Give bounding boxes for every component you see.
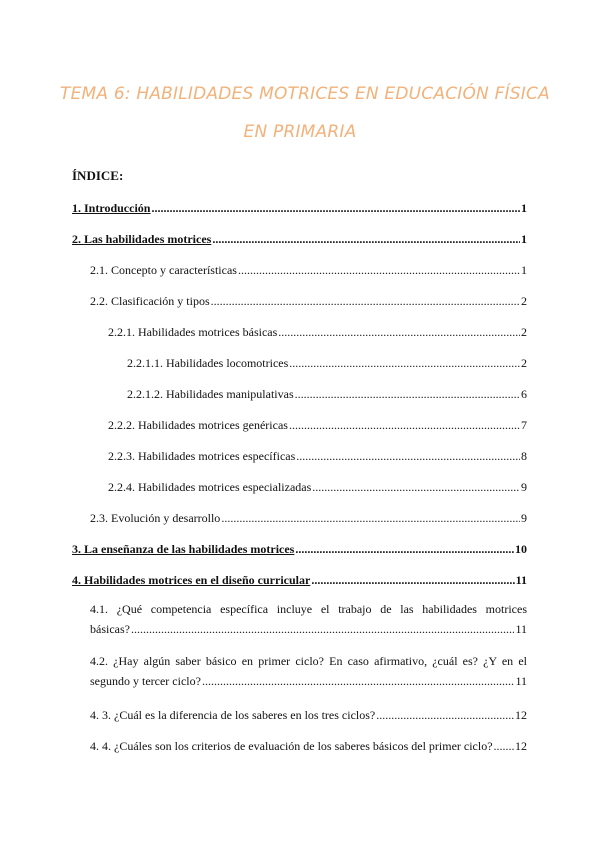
toc-leader-dots: [296, 449, 520, 463]
toc-page-number: 11: [515, 622, 527, 636]
document-title-line-1: TEMA 6: HABILIDADES MOTRICES EN EDUCACIÓN FÍSICA: [60, 84, 550, 104]
toc-entry-label-line-1: 4.2. ¿Hay algún saber básico en primer ciclo? En caso afirmativo, ¿cuál es? ¿Y en el: [90, 654, 527, 668]
toc-entry-label: 4. 4. ¿Cuáles son los criterios de evaluación de los saberes básicos del primer ciclo?: [90, 739, 493, 753]
toc-entry-4-4[interactable]: [90, 739, 527, 753]
toc-entry-label: 2.2.4. Habilidades motrices especializadas: [108, 480, 312, 494]
toc-entry-2-2-4[interactable]: [108, 480, 527, 494]
toc-entry-line-2: [90, 619, 527, 639]
toc-entry-4-2[interactable]: [90, 651, 527, 691]
toc-entry-2-2-2[interactable]: [108, 418, 527, 432]
toc-entry-label: 2.2.2. Habilidades motrices genéricas: [108, 418, 288, 432]
toc-entry-label: 2.2.1.1. Habilidades locomotrices: [127, 356, 289, 370]
toc-page-number: 2: [521, 325, 527, 339]
toc-leader-dots: [151, 201, 520, 215]
toc-leader-dots: [289, 418, 520, 432]
toc-entry-label-line-1: 4.1. ¿Qué competencia específica incluye el trabajo de las habilidades motrices: [90, 602, 527, 616]
toc-entry-label-line-2: segundo y tercer ciclo?: [90, 674, 201, 688]
toc-leader-dots: [211, 294, 520, 308]
toc-page-number: 6: [521, 387, 527, 401]
toc-leader-dots: [295, 542, 514, 556]
toc-entry-2-2-1-2[interactable]: [127, 387, 527, 401]
toc-leader-dots: [212, 232, 520, 246]
toc-leader-dots: [238, 263, 520, 277]
toc-page-number: 1: [521, 201, 527, 215]
toc-leader-dots: [221, 511, 520, 525]
toc-entry-4-1[interactable]: [90, 599, 527, 639]
toc-leader-dots: [295, 387, 520, 401]
toc-entry-2-2[interactable]: [90, 294, 527, 308]
toc-entry-label: 2. Las habilidades motrices: [72, 232, 212, 246]
toc-entry-3[interactable]: [72, 542, 527, 556]
toc-page-number: 12: [515, 708, 527, 722]
toc-entry-label: 2.2.1. Habilidades motrices básicas: [108, 325, 278, 339]
toc-page-number: 9: [521, 511, 527, 525]
toc-entry-2-2-1-1[interactable]: [127, 356, 527, 370]
toc-entry-2-2-1[interactable]: [108, 325, 527, 339]
toc-leader-dots: [311, 573, 514, 587]
toc-entry-label: 1. Introducción: [72, 201, 151, 215]
toc-leader-dots: [278, 325, 520, 339]
toc-page-number: 7: [521, 418, 527, 432]
toc-entry-2-2-3[interactable]: [108, 449, 527, 463]
toc-entry-label-line-2: básicas?: [90, 622, 130, 636]
toc-page-number: 2: [521, 294, 527, 308]
toc-entry-label: 2.2. Clasificación y tipos: [90, 294, 210, 308]
toc-page-number: 11: [515, 573, 527, 587]
toc-leader-dots: [202, 671, 514, 691]
toc-page-number: 1: [521, 263, 527, 277]
toc-entry-label: 2.2.3. Habilidades motrices específicas: [108, 449, 296, 463]
toc-entry-2-1[interactable]: [90, 263, 527, 277]
index-heading: ÍNDICE:: [72, 168, 124, 183]
toc-page-number: 10: [515, 542, 527, 556]
toc-entry-label: 2.1. Concepto y características: [90, 263, 237, 277]
toc-entry-label: 2.3. Evolución y desarrollo: [90, 511, 221, 525]
toc-entry-label: 2.2.1.2. Habilidades manipulativas: [127, 387, 294, 401]
toc-entry-2[interactable]: [72, 232, 527, 246]
toc-page-number: 1: [521, 232, 527, 246]
toc-page-number: 8: [521, 449, 527, 463]
toc-page-number: 9: [521, 480, 527, 494]
toc-entry-1[interactable]: [72, 201, 527, 215]
toc-leader-dots: [494, 739, 514, 753]
toc-leader-dots: [289, 356, 520, 370]
toc-page-number: 12: [515, 739, 527, 753]
toc-entry-4[interactable]: [72, 573, 527, 587]
toc-entry-line-2: [90, 671, 527, 691]
toc-entry-2-3[interactable]: [90, 511, 527, 525]
toc-entry-4-3[interactable]: [90, 708, 527, 722]
document-title-line-2: EN PRIMARIA: [243, 122, 357, 142]
toc-leader-dots: [376, 708, 514, 722]
toc-entry-label: 3. La enseñanza de las habilidades motrices: [72, 542, 295, 556]
toc-leader-dots: [131, 619, 514, 639]
toc-page-number: 11: [515, 674, 527, 688]
toc-leader-dots: [312, 480, 520, 494]
toc-page-number: 2: [521, 356, 527, 370]
toc-entry-label: 4. Habilidades motrices en el diseño curricular: [72, 573, 311, 587]
toc-entry-label: 4. 3. ¿Cuál es la diferencia de los saberes en los tres ciclos?: [90, 708, 376, 722]
